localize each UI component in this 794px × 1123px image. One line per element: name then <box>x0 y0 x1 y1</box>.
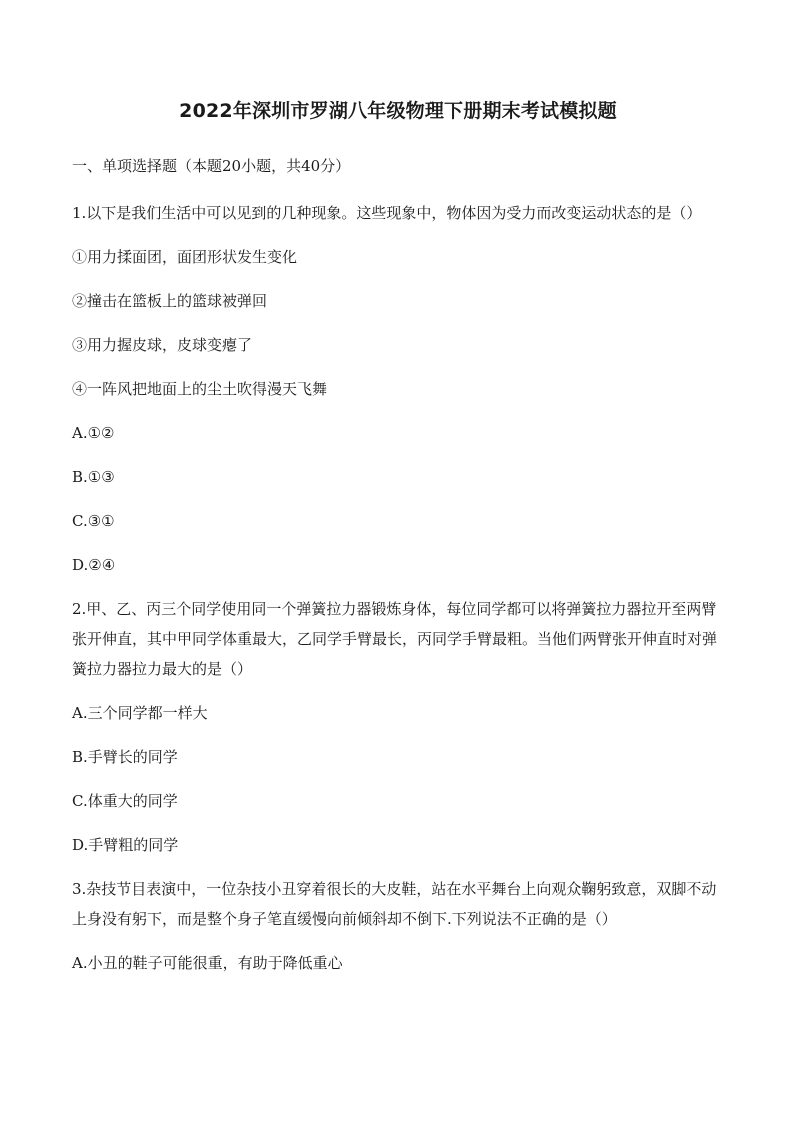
statement-item: ①用力揉面团，面团形状发生变化 <box>72 248 298 266</box>
statement-item: ③用力握皮球，皮球变瘪了 <box>72 336 253 354</box>
question-2 <box>72 594 724 860</box>
page-title: 2022年深圳市罗湖八年级物理下册期末考试模拟题 <box>179 100 617 122</box>
option-b: B.①③ <box>72 468 115 486</box>
option-c: C.体重大的同学 <box>72 792 178 810</box>
statement-item: ②撞击在篮板上的篮球被弹回 <box>72 292 268 310</box>
option-b: B.手臂长的同学 <box>72 748 178 766</box>
option-c: C.③① <box>72 512 115 530</box>
statement-item: ④一阵风把地面上的尘土吹得漫天飞舞 <box>72 380 328 398</box>
question-stem: 1.以下是我们生活中可以见到的几种现象。这些现象中，物体因为受力而改变运动状态的是（） <box>72 204 702 222</box>
option-a: A.①② <box>72 424 115 442</box>
question-3 <box>72 874 724 978</box>
question-stem: 2.甲、乙、丙三个同学使用同一个弹簧拉力器锻炼身体，每位同学都可以将弹簧拉力器拉开至两臂张开伸直，其中甲同学体重最大，乙同学手臂最长，丙同学手臂最粗。当他们两臂张开伸直时对弹簧拉力器拉力最大的是（） <box>72 600 718 678</box>
section-heading: 一、单项选择题（本题20小题，共40分） <box>72 157 351 175</box>
option-a: A.三个同学都一样大 <box>72 704 208 722</box>
question-stem: 3.杂技节目表演中，一位杂技小丑穿着很长的大皮鞋，站在水平舞台上向观众鞠躬致意，双脚不动上身没有躬下，而是整个身子笔直缓慢向前倾斜却不倒下.下列说法不正确的是（） <box>72 880 717 928</box>
document-page <box>72 96 724 992</box>
question-1 <box>72 198 724 580</box>
option-d: D.手臂粗的同学 <box>72 836 179 854</box>
option-d: D.②④ <box>72 556 116 574</box>
option-a: A.小丑的鞋子可能很重，有助于降低重心 <box>72 954 343 972</box>
